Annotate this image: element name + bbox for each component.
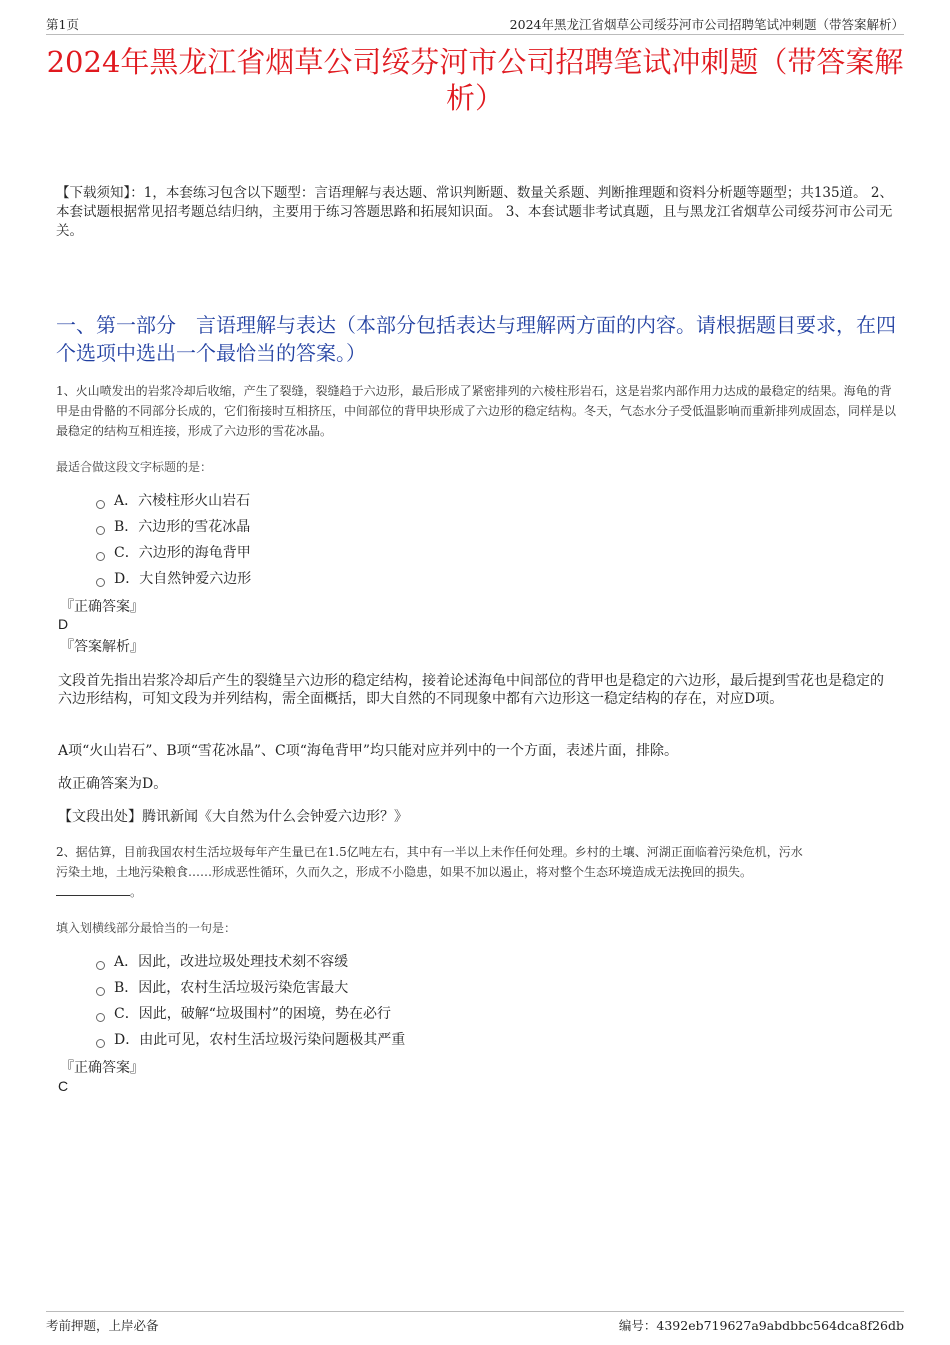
- radio-icon[interactable]: [96, 526, 105, 535]
- answer-value: C: [58, 1078, 69, 1094]
- option-b[interactable]: B．六边形的雪花冰晶: [96, 514, 251, 540]
- analysis-paragraph: 文段首先指出岩浆冷却后产生的裂缝呈六边形的稳定结构，接着论述海龟中间部位的背甲也是稳定的六边形，最后提到雪花也是稳定的六边形结构，可知文段为并列结构，需全面概括，即大自然的不同现象中都有六边形这一稳定结构的存在，对应D项。: [58, 673, 884, 707]
- page-header: [46, 12, 904, 35]
- analysis-paragraph: A项“火山岩石”、B项“雪花冰晶”、C项“海龟背甲”均只能对应并列中的一个方面，表述片面，排除。: [58, 743, 679, 759]
- question-2-options: [96, 949, 405, 1053]
- radio-icon[interactable]: [96, 1013, 105, 1022]
- answer-label: 『正确答案』: [60, 599, 144, 615]
- question-1-options: [96, 488, 251, 592]
- answer-label: 『正确答案』: [60, 1060, 144, 1076]
- source-citation: 【文段出处】腾讯新闻《大自然为什么会钟爱六边形？》: [58, 809, 408, 825]
- radio-icon[interactable]: [96, 1039, 105, 1048]
- option-d[interactable]: D．大自然钟爱六边形: [96, 566, 251, 592]
- radio-icon[interactable]: [96, 552, 105, 561]
- analysis-label: 『答案解析』: [60, 639, 144, 655]
- option-a[interactable]: A．因此，改进垃圾处理技术刻不容缓: [96, 949, 405, 975]
- footer-serial: 编号：4392eb719627a9abdbbc564dca8f26db: [618, 1318, 904, 1333]
- question-2-text: 2、据估算，目前我国农村生活垃圾每年产生量已在1.5亿吨左右，其中有一半以上未作任何处理。乡村的土壤、河湖正面临着污染危机，污水污染土地，土地污染粮食……形成恶性循环，久而久之，形成不小隐患，如果不加以遏止，将对整个生态环境造成无法挽回的损失。。: [56, 845, 803, 899]
- option-a[interactable]: A．六棱柱形火山岩石: [96, 488, 251, 514]
- download-notice: 【下载须知】：1，本套练习包含以下题型：言语理解与表达题、常识判断题、数量关系题、判断推理题和资料分析题等题型；共135道。 2、本套试题根据常见招考题总结归纳，主要用于练习答题思路和拓展知识面。 3、本套试题非考试真题，且与黑龙江省烟草公司绥芬河市公司无关。: [56, 185, 893, 239]
- radio-icon[interactable]: [96, 500, 105, 509]
- option-c[interactable]: C．六边形的海龟背甲: [96, 540, 251, 566]
- header-doc-title: 2024年黑龙江省烟草公司绥芬河市公司招聘笔试冲刺题（带答案解析）: [509, 17, 904, 32]
- question-2-prompt: 填入划横线部分最恰当的一句是：: [56, 921, 237, 935]
- analysis-paragraph: 故正确答案为D。: [58, 776, 168, 792]
- question-1-prompt: 最适合做这段文字标题的是：: [56, 460, 213, 474]
- section-heading: 一、第一部分 言语理解与表达（本部分包括表达与理解两方面的内容。请根据题目要求，在四个选项中选出一个最恰当的答案。）: [56, 313, 896, 365]
- radio-icon[interactable]: [96, 987, 105, 996]
- page-number: 第1页: [46, 17, 79, 32]
- answer-value: D: [58, 616, 69, 632]
- option-b[interactable]: B．因此，农村生活垃圾污染危害最大: [96, 975, 405, 1001]
- footer-slogan: 考前押题，上岸必备: [46, 1318, 159, 1333]
- radio-icon[interactable]: [96, 578, 105, 587]
- fill-blank[interactable]: [56, 884, 130, 896]
- option-c[interactable]: C．因此，破解“垃圾围村”的困境，势在必行: [96, 1001, 405, 1027]
- page-footer: [46, 1311, 904, 1334]
- radio-icon[interactable]: [96, 961, 105, 970]
- question-1-text: 1、火山喷发出的岩浆冷却后收缩，产生了裂缝，裂缝趋于六边形，最后形成了紧密排列的六棱柱形岩石，这是岩浆内部作用力达成的最稳定的结果。海龟的背甲是由骨骼的不同部分长成的，它们衔接时互相挤压，中间部位的背甲块形成了六边形的稳定结构。冬天，气态水分子受低温影响而重新排列成固态，同样是以最稳定的结构互相连接，形成了六边形的雪花冰晶。: [56, 384, 897, 438]
- document-title: 2024年黑龙江省烟草公司绥芬河市公司招聘笔试冲刺题（带答案解析）: [46, 45, 904, 115]
- option-d[interactable]: D．由此可见，农村生活垃圾污染问题极其严重: [96, 1027, 405, 1053]
